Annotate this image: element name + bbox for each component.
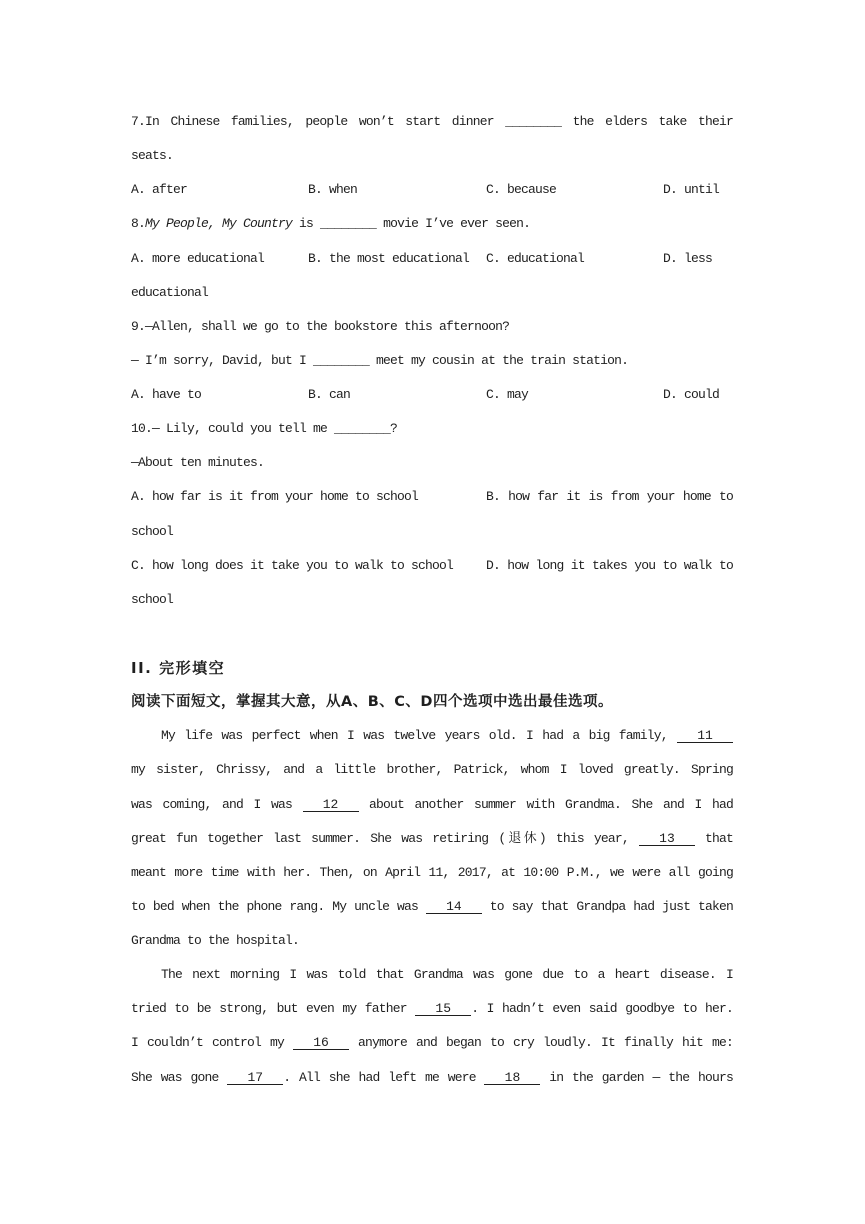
passage-text: to bed when the phone rang. My uncle was [131,898,426,914]
q8-option-c: C. educational [486,250,585,266]
section-instruction: 阅读下面短文，掌握其大意，从A、B、C、D四个选项中选出最佳选项。 [131,694,613,711]
passage-line: The next morning I was told that Grandma was gone due to a heart disease. I [161,967,733,983]
q8-stem-rest: is ________ movie I’ve ever seen. [292,216,531,232]
q10-options-row2 [131,549,733,583]
passage-text: was coming, and I was [131,796,303,812]
passage-line: Grandma to the hospital. [131,933,300,948]
q7-option-a: A. after [131,182,188,198]
passage-text: anymore and began to cry loudly. It finally hit me: [349,1035,733,1051]
q10-option-d: D. how long it takes you to walk to [486,557,733,573]
q7-option-b: B. when [308,182,358,198]
passage-line: meant more time with her. Then, on April 11, 2017, at 10:00 P.M., we were all going [131,864,733,880]
q10-option-d-wrap: school [131,591,174,607]
passage-text: She was gone [131,1069,228,1085]
q8-options-row [131,242,733,276]
blank-15: 15 [415,1002,471,1016]
blank-17: 17 [227,1071,283,1085]
blank-18: 18 [484,1071,540,1085]
section-cloze [131,651,733,1095]
passage-text: in the garden — the hours [540,1069,733,1085]
passage-text: My life was perfect when I was twelve years old. I had a big family, [161,728,677,744]
q9-option-b: B. can [308,387,351,402]
q9-question-line: 9.—Allen, shall we go to the bookstore this afternoon? [131,318,510,334]
passage-text: about another summer with Grandma. She and I had [358,796,733,812]
passage-text: to say that Grandpa had just taken [481,898,733,914]
passage-paragraph-1 [131,719,733,958]
question-10 [131,412,733,617]
q9-option-d: D. could [663,387,720,402]
q10-option-b-wrap: school [131,523,174,539]
q8-option-b: B. the most educational [308,250,470,266]
blank-12: 12 [303,798,359,812]
q10-options-row1 [131,480,733,514]
blank-16: 16 [293,1036,349,1050]
passage-text: great fun together last summer. She was retiring (退休) this year, [131,830,639,846]
passage-text: that [694,830,733,846]
question-9 [131,310,733,412]
passage-line [131,822,733,856]
blank-11: 11 [677,729,733,743]
blank-14: 14 [426,900,482,914]
q8-number: 8. [131,216,146,232]
q9-option-a: A. have to [131,387,202,402]
passage-line: my sister, Chrissy, and a little brother, Patrick, whom I loved greatly. Spring [131,762,733,778]
passage-line [131,719,733,753]
q8-movie-title: My People, My Country [145,216,293,232]
q9-options-row [131,378,733,412]
section-heading: II. 完形填空 [131,659,226,677]
blank-13: 13 [639,832,695,846]
q8-stem [131,207,733,241]
passage-line [131,1026,733,1060]
q7-option-d: D. until [663,182,720,198]
q10-question-line: 10.— Lily, could you tell me ________? [131,421,398,437]
question-7 [131,105,733,207]
q10-option-a: A. how far is it from your home to school [131,489,419,505]
question-8 [131,207,733,309]
passage-paragraph-2 [131,958,733,1095]
passage-text: tried to be strong, but even my father [131,1001,416,1017]
q10-answer-line: —About ten minutes. [131,455,265,471]
q7-stem-line2: seats. [131,148,174,164]
q9-answer-line: — I’m sorry, David, but I ________ meet my cousin at the train station. [131,352,629,368]
passage-text: I couldn’t control my [131,1035,293,1051]
q10-option-c: C. how long does it take you to walk to school [131,557,454,573]
worksheet-page [131,105,733,1095]
passage-line [131,890,733,924]
q7-stem-line1: 7.In Chinese families, people won’t start dinner ________ the elders take their [131,114,733,129]
q9-option-c: C. may [486,387,529,402]
passage-text: . I hadn’t even said goodbye to her. [471,1001,733,1017]
passage-text: . All she had left me were [283,1069,485,1085]
row-spacer [131,617,733,651]
passage-line [131,992,733,1026]
q10-option-b: B. how far it is from your home to [486,489,733,505]
q8-option-d-wrap: educational [131,284,209,300]
passage-line [131,788,733,822]
q7-option-c: C. because [486,182,557,198]
q8-option-d: D. less [663,250,713,266]
passage-line [131,1061,733,1095]
q8-option-a: A. more educational [131,250,265,266]
q7-options-row [131,173,733,207]
